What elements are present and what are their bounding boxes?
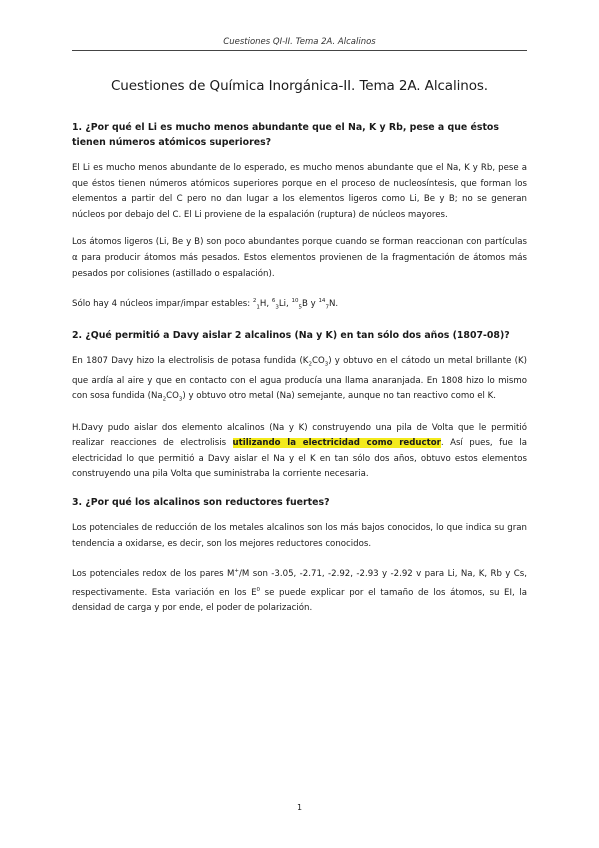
question-2-paragraph-1	[72, 354, 527, 408]
document-title: Cuestiones de Química Inorgánica-II. Tema 2A. Alcalinos.	[110, 78, 489, 94]
question-3-paragraph-2	[72, 564, 527, 617]
atomic-number: 5	[298, 304, 302, 311]
separator: .	[335, 299, 339, 310]
question-1	[72, 120, 527, 316]
nuclide	[272, 299, 286, 309]
running-header: Cuestiones QI-II. Tema 2A. Alcalinos	[223, 37, 376, 47]
question-1-heading: 1. ¿Por qué el Li es mucho menos abundante que el Na, K y Rb, pese a que éstos tienen números atómicos superiores?	[72, 122, 499, 148]
text-run: En 1807 Davy hizo la electrolisis de potasa fundida (K	[72, 356, 309, 367]
mass-number: 2	[252, 298, 257, 305]
mass-number: 10	[291, 298, 299, 305]
atomic-number: 7	[325, 304, 329, 311]
separator: ,	[286, 299, 292, 310]
question-1-paragraph-2: Los átomos ligeros (Li, Be y B) son poco abundantes porque cuando se forman reaccionan con partículas α para producir átomos más pesados. Estos elementos provienen de la fragmentación de átomos más pesados por colisiones (astillado o espalación).	[72, 237, 527, 279]
nuclide	[291, 299, 307, 309]
question-1-paragraph-1: El Li es mucho menos abundante de lo esperado, es mucho menos abundante que el Na, K y Rb, pese a que éstos tienen números atómicos superiores porque en el proceso de nucleosíntesis, que forman los elementos a partir del C pero no dan lugar a los elementos ligeros como Li, Be y B; no se generan núcleos por debajo del C. El Li proviene de la espalación (ruptura) de núcleos mayores.	[72, 163, 527, 220]
text-run: . Así pues, fue la electricidad lo que permitió a Davy aislar el Na y el K en tan sólo dos años, obtuvo estos elementos construyendo una pila Volta que suministraba la corriente necesaria.	[72, 438, 527, 480]
question-2-paragraph-2	[72, 421, 527, 483]
text-run: ) y obtuvo en el cátodo un metal brillante (K) que ardía al aire y que en contacto con el agua producía una llama anaranjada. En 1808 hizo lo mismo con sosa fundida (Na	[72, 356, 527, 402]
subscript: 2	[162, 396, 167, 403]
text-run: H.Davy pudo aislar dos elemento alcalinos (Na y K) construyendo una pila de Volta que le permitió realizar reacciones de electrolisis	[72, 422, 527, 449]
element-symbol: N	[328, 299, 336, 310]
question-3	[72, 495, 527, 617]
nuclide	[253, 299, 266, 309]
highlighted-phrase: utilizando la electricidad como reductor	[232, 438, 441, 449]
nuclei-lead-text: Sólo hay 4 núcleos impar/impar estables:	[72, 299, 253, 310]
text-run: Los potenciales redox de los pares M	[72, 568, 235, 579]
text-run: se puede explicar por el tamaño de los átomos, su EI, la densidad de carga y por ende, el poder de polarización.	[72, 587, 527, 614]
page-number: 1	[296, 803, 303, 812]
superscript: +	[234, 568, 240, 575]
question-3-heading: 3. ¿Por qué los alcalinos son reductores fuertes?	[72, 496, 330, 508]
superscript: 0	[256, 586, 261, 593]
header-rule	[72, 50, 527, 51]
separator: ,	[266, 299, 272, 310]
text-run: ) y obtuvo otro metal (Na) semejante, aunque no tan reactivo como el K.	[182, 391, 496, 402]
mass-number: 6	[271, 298, 276, 305]
nuclei-list	[253, 299, 338, 309]
text-run: CO	[166, 391, 179, 402]
question-3-paragraph-1: Los potenciales de reducción de los metales alcalinos son los más bajos conocidos, lo que indica su gran tendencia a oxidarse, es decir, son los mejores reductores conocidos.	[72, 522, 527, 549]
subscript: 3	[178, 396, 183, 403]
atomic-number: 1	[256, 304, 260, 311]
subscript: 2	[308, 362, 312, 369]
text-run: CO	[311, 356, 325, 367]
element-symbol: H	[259, 299, 267, 310]
question-2-heading: 2. ¿Qué permitió a Davy aislar 2 alcalinos (Na y K) en tan sólo dos años (1807-08)?	[72, 330, 510, 342]
mass-number: 14	[318, 298, 326, 305]
element-symbol: Li	[278, 299, 286, 310]
question-1-paragraph-3	[72, 294, 527, 316]
atomic-number: 3	[275, 304, 279, 311]
separator: y	[307, 299, 319, 310]
element-symbol: B	[301, 299, 308, 310]
nuclide	[318, 299, 335, 309]
subscript: 3	[324, 362, 329, 369]
question-2	[72, 328, 527, 483]
document-body	[72, 78, 527, 629]
text-run: /M son -3.05, -2.71, -2.92, -2.93 y -2.92 v para Li, Na, K, Rb y Cs, respectivamente. Esta variación en los E	[72, 568, 527, 598]
